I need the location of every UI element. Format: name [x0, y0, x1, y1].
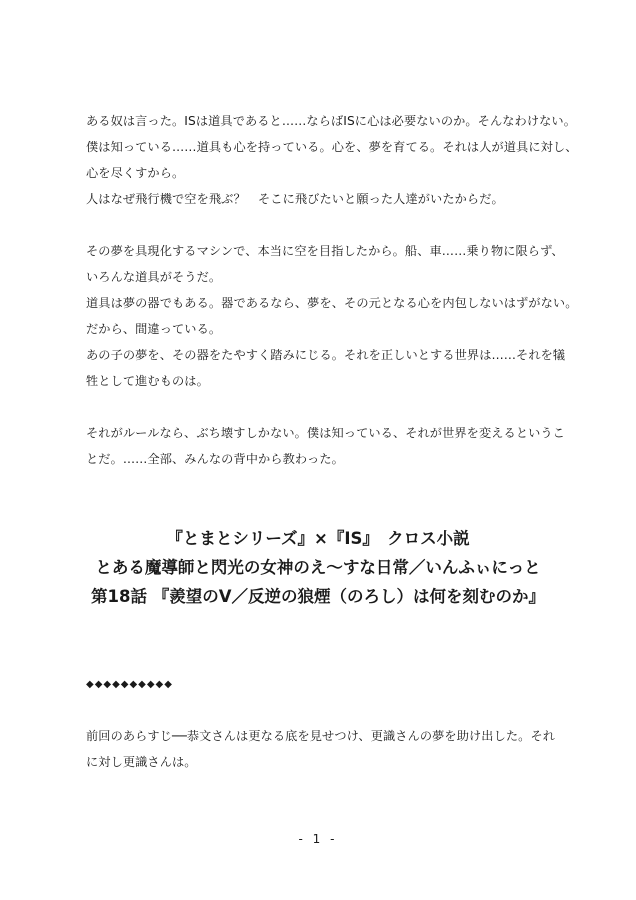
- title-block: [0, 524, 636, 611]
- paragraph-line: その夢を具現化するマシンで、本当に空を目指したから。船、車……乗り物に限らず、: [86, 244, 564, 258]
- section-separator: ◆◆◆◆◆◆◆◆◆◆: [86, 679, 173, 690]
- work-title: とある魔導師と閃光の女神のえ～すな日常／いんふぃにっと: [95, 558, 541, 577]
- paragraph-2: [86, 238, 578, 394]
- paragraph-line: 人はなぜ飛行機で空を飛ぶ？ そこに飛びたいと願った人達がいたからだ。: [86, 192, 504, 206]
- recap-paragraph: [86, 723, 556, 775]
- paragraph-line: 前回のあらすじ──恭文さんは更なる底を見せつけ、更識さんの夢を助け出した。それ: [86, 729, 556, 743]
- paragraph-line: ある奴は言った。ISは道具であると……ならばISに心は必要ないのか。そんなわけない。: [86, 114, 576, 128]
- paragraph-line: あの子の夢を、その器をたやすく踏みにじる。それを正しいとする世界は……それを犠: [86, 348, 566, 362]
- paragraph-line: だから、間違っている。: [86, 322, 222, 336]
- paragraph-line: それがルールなら、ぶち壊すしかない。僕は知っている、それが世界を変えるというこ: [86, 426, 565, 440]
- paragraph-line: 心を尽くすから。: [86, 166, 185, 180]
- page-number: - 1 -: [298, 832, 338, 846]
- paragraph-line: 牲として進むものは。: [86, 374, 209, 388]
- paragraph-line: に対し更識さんは。: [86, 755, 197, 769]
- paragraph-line: 道具は夢の器でもある。器であるなら、夢を、その元となる心を内包しないはずがない。: [86, 296, 578, 310]
- paragraph-line: いろんな道具がそうだ。: [86, 270, 222, 284]
- paragraph-line: 僕は知っている……道具も心を持っている。心を、夢を育てる。それは人が道具に対し、: [86, 140, 578, 154]
- paragraph-3: [86, 420, 565, 472]
- paragraph-line: とだ。……全部、みんなの背中から教わった。: [86, 452, 344, 466]
- chapter-title: 第18話 『羨望のV／反逆の狼煙（のろし）は何を刻むのか』: [91, 587, 545, 606]
- paragraph-1: [86, 108, 578, 212]
- series-title: 『とまとシリーズ』×『IS』 クロス小説: [166, 529, 470, 548]
